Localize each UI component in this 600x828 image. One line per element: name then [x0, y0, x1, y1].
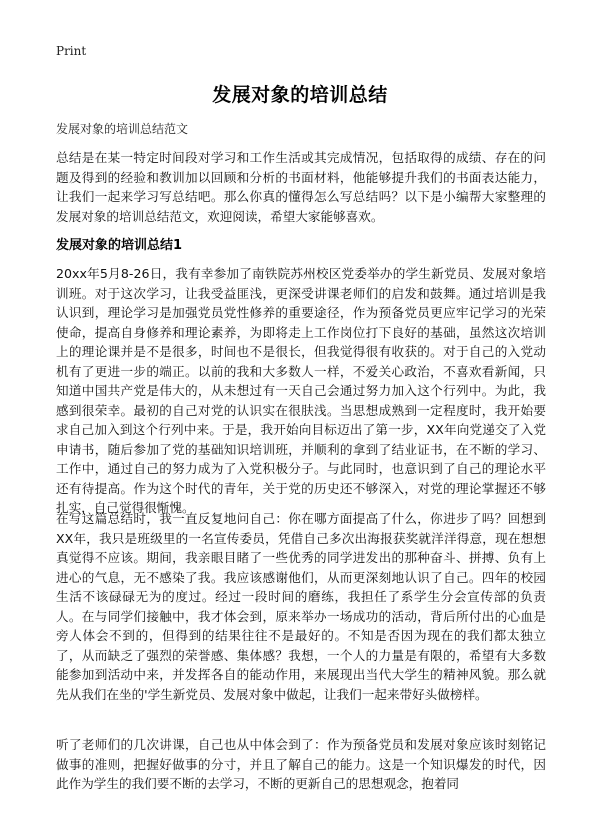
intro-paragraph: 总结是在某一特定时间段对学习和工作生活或其完成情况，包括取得的成绩、存在的问题及得到的经验和教训加以回顾和分析的书面材料，他能够提升我们的书面表达能力，让我们一起来学习写总结吧。那么你真的懂得怎么写总结吗？以下是小编帮大家整理的发展对象的培训总结范文，欢迎阅读，希望大家能够喜欢。: [56, 150, 546, 224]
body-paragraph-3: 听了老师们的几次讲课，自己也从中体会到了：作为预备党员和发展对象应该时刻铭记做事的准则，把握好做事的分寸，并且了解自己的能力。这是一个知识爆发的时代，因此作为学生的我们要不断的去学习，不断的更新自己的思想观念，抱着同: [56, 737, 546, 791]
page-title: 发展对象的培训总结: [212, 84, 388, 106]
body-paragraph-1: 20xx年5月8-26日，我有幸参加了南铁院苏州校区党委举办的学生新党员、发展对象培训班。对于这次学习，让我受益匪浅，更深受讲课老师们的启发和鼓舞。通过培训是我认识到，理论学习是加强党员党性修养的重要途径，作为预备党员更应牢记学习的光荣使命，提高自身修养和理论素养，为即将走上工作岗位打下良好的基础，虽然这次培训上的理论课并是不是很多，时间也不是很长，但我觉得很有收获的。对于自己的入党动机有了更进一步的端正。以前的我和大多数人一样，不爱关心政治，不喜欢看新闻，只知道中国共产党是伟大的，从未想过有一天自己会通过努力加入这个行列中。为此，我感到很荣幸。最初的自己对党的认识实在很肤浅。当思想成熟到一定程度时，我开始要求自己加入到这个行列中来。于是，我开始向目标迈出了第一步，XX年向党递交了入党申请书，随后参加了党的基础知识培训班，并顺利的拿到了结业证书，在不断的学习、工作中，通过自己的努力成为了入党积极分子。与此同时，也意识到了自己的理论水平还有待提高。作为这个时代的青年，关于党的历史还不够深入，对党的理论掌握还不够扎实，自己觉得很惭愧。: [56, 266, 546, 515]
body-paragraph-2: 在写这篇总结时，我一直反复地问自己：你在哪方面提高了什么，你进步了吗？回想到XX年，我只是班级里的一名宣传委员，凭借自己多次出海报获奖就洋洋得意，现在想想真觉得不应该。期间，我亲眼目睹了一些优秀的同学进发出的那种奋斗、拼搏、负有上进心的气息，无不感染了我。我应该感谢他们，从而更深刻地认识了自己。四年的校园生活不该碌碌无为的度过。经过一段时间的磨练，我担任了系学生分会宣传部的负责人。在与同学们接触中，我才体会到，原来举办一场成功的活动，背后所付出的心血是旁人体会不到的，但得到的结果往往不是最好的。不知是否因为现在的我们都太独立了，从而缺乏了强烈的荣誉感、集体感？我想，一个人的力量是有限的，希望有大多数能参加到活动中来，并发挥各自的能动作用，来展现出当代大学生的精神风貌。那么就先从我们在坐的'学生新党员、发展对象中做起，让我们一起来带好头做榜样。: [56, 511, 546, 702]
section-heading: 发展对象的培训总结1: [56, 238, 183, 253]
print-link[interactable]: Print: [56, 44, 87, 58]
article-subtitle: 发展对象的培训总结范文: [56, 122, 189, 136]
